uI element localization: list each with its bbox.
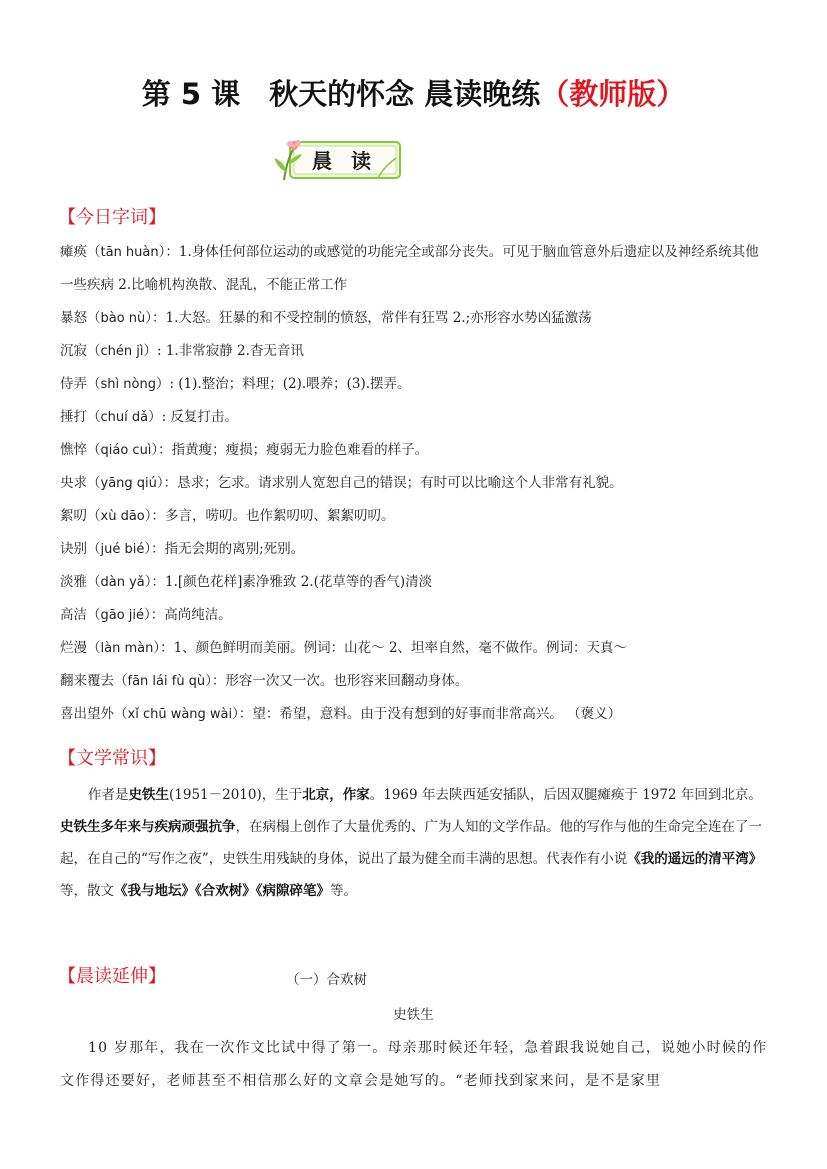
vocab-word: 瘫痪（: [60, 244, 101, 260]
vocab-definition: ）：恳求；乞求。请求别人宽恕自己的错误；有时可以比喻这个人非常有礼貌。: [156, 475, 623, 491]
vocab-pinyin: chén jì: [100, 344, 144, 359]
vocab-pinyin: jué bié: [100, 542, 145, 557]
vocab-word: 淡雅（: [60, 574, 101, 590]
literature-paragraph: 作者是史铁生(1951－2010)，生于北京，作家。1969 年去陕西延安插队，后因双腿瘫痪于 1972 年回到北京。史铁生多年来与疾病顽强抗争，在病榻上创作了大量优秀的、广为人知的文学作品。他的写作与他的生命完全连在了一起，在自己的“写作之夜”，史铁生用残缺的身体，说出了最为健全而丰满的思想。代表作有小说《我的遥远的清平湾》等，散文《我与地坛》《合欢树》《病隙碎笔》等。: [60, 787, 763, 899]
vocab-item: [60, 236, 772, 301]
vocab-item: [60, 502, 772, 535]
vocab-item: [60, 337, 772, 370]
extension-subtitle: （一）合欢树: [286, 972, 367, 988]
section-literature: 【文学常识】: [58, 748, 166, 769]
title-main: 第 5 课 秋天的怀念 晨读晚练: [141, 77, 541, 111]
vocab-word: 憔悴（: [60, 442, 101, 458]
vocab-item: [60, 634, 772, 667]
vocab-definition: ）: 反复打击。: [148, 409, 238, 425]
vocab-word: 暴怒（: [60, 310, 101, 326]
vocab-pinyin: dàn yǎ: [100, 575, 145, 590]
vocab-item: [60, 667, 772, 700]
vocab-item: [60, 568, 772, 601]
banner-label: 晨 读: [312, 149, 377, 173]
vocab-item: [60, 304, 772, 337]
vocab-definition: ）：1.身体任何部位运动的或感觉的功能完全或部分丧失。可见于脑血管意外后遗症以及神经系统其他一些疾病 2.比喻机构涣散、混乱，不能正常工作: [60, 244, 759, 293]
vocab-word: 诀别（: [60, 541, 101, 557]
vocab-item: [60, 436, 772, 469]
vocab-definition: ）：形容一次又一次。也形容来回翻动身体。: [205, 673, 469, 689]
vocab-item: [60, 700, 772, 733]
vocab-item: [60, 601, 772, 634]
vocab-definition: ）：1.[颜色花样]素净雅致 2.(花草等的香气)清淡: [144, 574, 433, 590]
vocab-definition: ）：多言，唠叨。也作絮叨叨、絮絮叨叨。: [144, 508, 395, 524]
vocab-item: [60, 535, 772, 568]
extension-text: 10 岁那年，我在一次作文比试中得了第一。母亲那时候还年轻，急着跟我说她自己，说她小时候的作文作得还要好，老师甚至不相信那么好的文章会是她写的。“老师找到家来问，是不是家里: [60, 1040, 768, 1089]
vocab-pinyin: làn màn: [100, 641, 154, 656]
vocab-word: 烂漫（: [60, 640, 101, 656]
vocab-word: 侍弄（: [60, 376, 101, 392]
vocab-pinyin: xǐ chū wàng wài: [127, 707, 233, 722]
vocab-definition: ）：1、颜色鲜明而美丽。例词：山花～ 2、坦率自然，毫不做作。例词：天真～: [153, 640, 628, 656]
vocab-word: 捶打（: [60, 409, 101, 425]
page-title: [0, 72, 827, 113]
vocab-item: [60, 469, 772, 502]
section-extension: 【晨读延伸】: [58, 966, 166, 987]
vocab-pinyin: yāng qiú: [100, 476, 157, 491]
vocab-word: 沉寂（: [60, 343, 101, 359]
extension-author: 史铁生: [393, 1007, 434, 1023]
vocab-word: 喜出望外（: [60, 706, 128, 722]
vocab-definition: ）：指黄瘦；瘦损；瘦弱无力脸色难看的样子。: [151, 442, 429, 458]
vocab-pinyin: fān lái fù qù: [127, 674, 206, 689]
vocab-definition: ）: 1.非常寂静 2.杳无音讯: [143, 343, 304, 359]
vocab-list: [60, 238, 772, 733]
vocab-word: 高洁（: [60, 607, 101, 623]
vocab-item: [60, 403, 772, 436]
vocab-pinyin: chuí dǎ: [100, 410, 149, 425]
vocab-definition: ）: (1).整治；料理；(2).喂养；(3).摆弄。: [155, 376, 411, 392]
vocab-pinyin: qiáo cuì: [100, 443, 152, 458]
vocab-pinyin: gāo jié: [100, 608, 145, 623]
vocab-pinyin: bào nù: [100, 311, 146, 326]
vocab-word: 央求（: [60, 475, 101, 491]
vocab-pinyin: tān huàn: [100, 245, 159, 260]
vocab-pinyin: shì nòng: [100, 377, 156, 392]
vocab-definition: ）：高尚纯洁。: [144, 607, 232, 623]
vocab-definition: ）：1.大怒。狂暴的和不受控制的愤怒，常伴有狂骂 2.;亦形容水势凶猛激荡: [145, 310, 592, 326]
vocab-definition: ）：指无会期的离别;死别。: [144, 541, 305, 557]
vocab-definition: ）：望：希望，意料。由于没有想到的好事而非常高兴。 （褒义）: [232, 706, 622, 722]
vocab-word: 絮叨（: [60, 508, 101, 524]
vocab-item: [60, 370, 772, 403]
vocab-word: 翻来覆去（: [60, 673, 128, 689]
title-teacher-tag: （教师版）: [540, 77, 686, 111]
section-today-words: 【今日字词】: [58, 207, 166, 228]
vocab-pinyin: xù dāo: [100, 509, 145, 524]
